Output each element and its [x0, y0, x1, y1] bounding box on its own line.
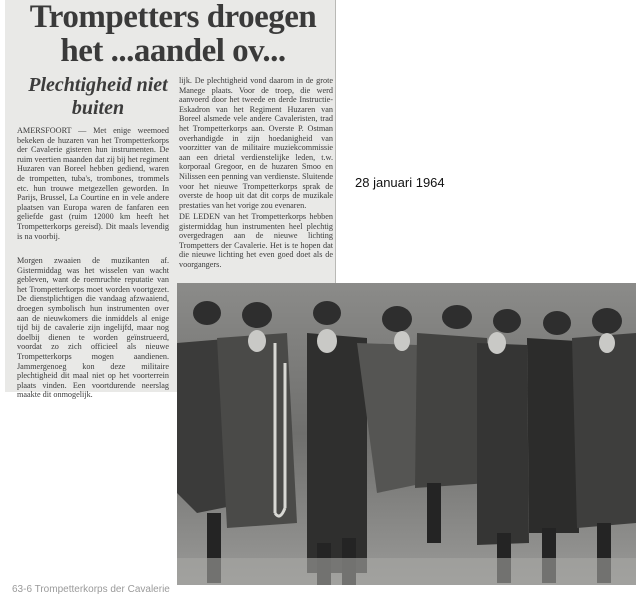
article-column-left-1: AMERSFOORT — Met enige weemoed bekeken de huzaren van het Trompetterkorps der Cavalerie gisteren hun instrumenten. De ruim veertien maanden dat zij bij het regiment Huzaren van Boreel hebben gediend, waren de trompetten, tuba's, trombones, trommels etc. hun trouwe metgezellen geworden. In Parijs, Brussel, La Courtine en in vele andere plaatsen van Europa waren de fanfaren een geliefde gast (ruim 12000 km heeft het Trompetterkorps gereisd). Dit maals levendig is na voorbij. — [17, 126, 169, 241]
date-label: 28 januari 1964 — [355, 175, 445, 190]
article-column-right-1: lijk. De plechtigheid vond daarom in de grote Manege plaats. Voor de troep, die werd aanvoerd door het tweede en derde Instructie-Eskadron van het Regiment Huzaren van Boreel alsmede vele andere Cavaleristen, trad het Trompetterkorps aan. Overste P. Ostman overhandigde in zijn hoedanigheid van voorzitter van de militaire muziekcommissie aan een drietal verdienstelijke leden, t.w. korporaal Gregoor, en de huzaren Smoo en Nilissen een penning van verdienste. Sluitende voor het nieuwe Trompetterkorps sprak de overste de hoop uit dat dit corps de muzikale prestaties van het vorige zou evenaren. — [179, 76, 333, 210]
clipping-headline: Trompetters droegen het ...aandel ov... — [29, 0, 317, 69]
news-photo — [177, 283, 636, 585]
article-column-left-2: Morgen zwaaien de muzikanten af. Gistermiddag was het wisselen van wacht gebleven, want de roemruchte reputatie van het Trompetterkorps moet worden voortgezet. De dienstplichtigen die vandaag afzwaaiend, droegen symbolisch hun instrumenten over aan de nieuwkomers die inmiddels al enige tijd bij de cavalerie zijn ingelijfd, maar nog doelbij dienen te worden geïnstrueerd, voordat zo zich officieel als nieuwe Trompetterkorps mogen aandienen. Jammergenoeg kon deze militaire plechtigheid dit maal niet op het voorterrein plaats vinden. Een voortdurende neerslag maakte dit onmogelijk. — [17, 256, 169, 400]
article-column-right-2: DE LEDEN van het Trompetterkorps hebben gistermiddag hun instrumenten heel plechtig overgedragen aan de nieuwe lichting Trompetters der Cavalerie. Het is te hopen dat die nieuwe lichting het even goed doet als de voorgangers. — [179, 212, 333, 269]
clipping-subheadline: Plechtigheid niet buiten — [28, 74, 168, 119]
photo-illustration — [177, 283, 636, 585]
photo-caption: 63-6 Trompetterkorps der Cavalerie — [12, 584, 170, 595]
